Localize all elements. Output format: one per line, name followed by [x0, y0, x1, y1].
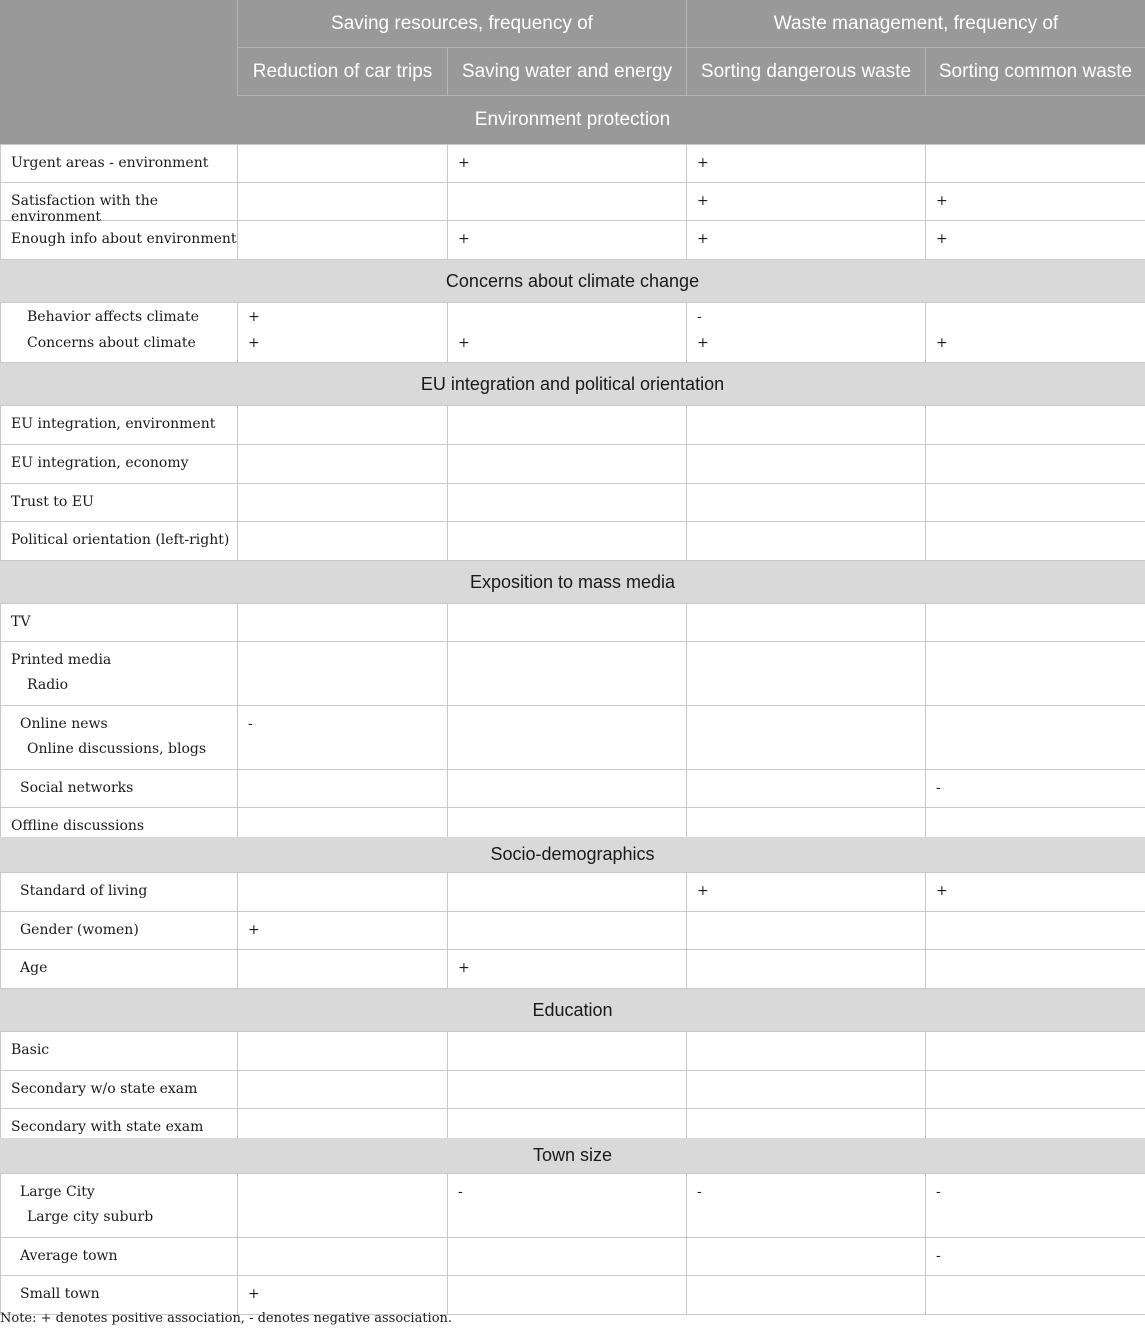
header-blank — [0, 0, 238, 48]
row-label: Gender (women) — [20, 922, 139, 938]
table-row — [0, 1109, 1145, 1138]
section-header: Environment protection — [0, 96, 1145, 145]
table-row — [0, 1032, 1145, 1071]
table-row — [0, 1238, 1145, 1276]
table-row — [0, 642, 1145, 706]
column-header: Sorting dangerous waste — [687, 48, 926, 96]
cell-value: - — [697, 309, 702, 325]
section-header: Exposition to mass media — [0, 561, 1145, 604]
cell-value: + — [697, 155, 709, 171]
cell-value: + — [458, 231, 470, 247]
row-label: Average town — [20, 1248, 118, 1264]
table-row — [0, 145, 1145, 183]
header-row-columns — [0, 48, 1145, 96]
row-label: Online news — [20, 716, 108, 732]
row-label: Satisfaction with the environment — [11, 193, 159, 225]
table-row — [0, 808, 1145, 837]
table-row — [0, 484, 1145, 522]
cell-value: + — [458, 155, 470, 171]
header-row-groups — [0, 0, 1145, 48]
row-label: Online discussions, blogs — [27, 741, 207, 757]
cell-value: + — [936, 883, 948, 899]
header-group-saving: Saving resources, frequency of — [238, 0, 687, 48]
section-header: Town size — [0, 1138, 1145, 1174]
row-label: Printed media — [11, 652, 112, 668]
row-label: Concerns about climate — [27, 335, 196, 351]
column-header: Sorting common waste — [926, 48, 1145, 96]
row-label: Secondary with state exam — [11, 1119, 204, 1135]
cell-value: + — [458, 960, 470, 976]
cell-value: + — [458, 335, 470, 351]
row-label: EU integration, environment — [11, 416, 216, 432]
row-label: TV — [11, 614, 31, 630]
cell-value: + — [248, 335, 260, 351]
section-header: EU integration and political orientation — [0, 363, 1145, 406]
section-header: Concerns about climate change — [0, 260, 1145, 303]
row-label: Enough info about environment — [11, 231, 237, 247]
row-label: Secondary w/o state exam — [11, 1081, 198, 1097]
table-row — [0, 1071, 1145, 1109]
row-label: Behavior affects climate — [27, 309, 199, 325]
table-note: Note: + denotes positive association, - denotes negative association. — [0, 1311, 453, 1326]
row-label: Social networks — [20, 780, 134, 796]
row-label: Trust to EU — [11, 494, 94, 510]
table-row — [0, 873, 1145, 912]
table-row — [0, 770, 1145, 808]
cell-value: - — [936, 780, 941, 796]
section-header: Socio-demographics — [0, 837, 1145, 873]
table-row — [0, 604, 1145, 642]
row-label: Radio — [27, 677, 69, 693]
table-row — [0, 303, 1145, 363]
table-row — [0, 706, 1145, 770]
table-row — [0, 445, 1145, 484]
cell-value: - — [248, 716, 253, 732]
cell-value: + — [936, 231, 948, 247]
row-label: Small town — [20, 1286, 100, 1302]
cell-value: + — [697, 231, 709, 247]
cell-value: - — [458, 1184, 463, 1200]
row-label: Basic — [11, 1042, 50, 1058]
cell-value: + — [936, 193, 948, 209]
header-group-waste: Waste management, frequency of — [687, 0, 1145, 48]
cell-value: - — [936, 1248, 941, 1264]
table-row — [0, 221, 1145, 260]
column-header: Reduction of car trips — [238, 48, 448, 96]
cell-value: + — [248, 309, 260, 325]
section-header: Education — [0, 989, 1145, 1032]
cell-value: + — [248, 1286, 260, 1302]
column-header: Saving water and energy — [448, 48, 687, 96]
row-label: EU integration, economy — [11, 455, 189, 471]
header-blank — [0, 48, 238, 96]
table-row — [0, 1174, 1145, 1238]
table-row — [0, 950, 1145, 989]
cell-value: + — [936, 335, 948, 351]
cell-value: - — [697, 1184, 702, 1200]
cell-value: - — [936, 1184, 941, 1200]
table-row — [0, 183, 1145, 225]
row-label: Political orientation (left-right) — [11, 532, 230, 548]
row-label: Urgent areas - environment — [11, 155, 209, 171]
cell-value: + — [697, 335, 709, 351]
row-label: Offline discussions — [11, 818, 145, 834]
table-row — [0, 522, 1145, 561]
row-label: Standard of living — [20, 883, 148, 899]
row-label: Large City — [20, 1184, 95, 1200]
cell-value: + — [248, 922, 260, 938]
table-row — [0, 912, 1145, 950]
row-label: Age — [20, 960, 48, 976]
row-label: Large city suburb — [27, 1209, 154, 1225]
cell-value: + — [697, 883, 709, 899]
table-row — [0, 1276, 1145, 1315]
table-row — [0, 406, 1145, 445]
cell-value: + — [697, 193, 709, 209]
